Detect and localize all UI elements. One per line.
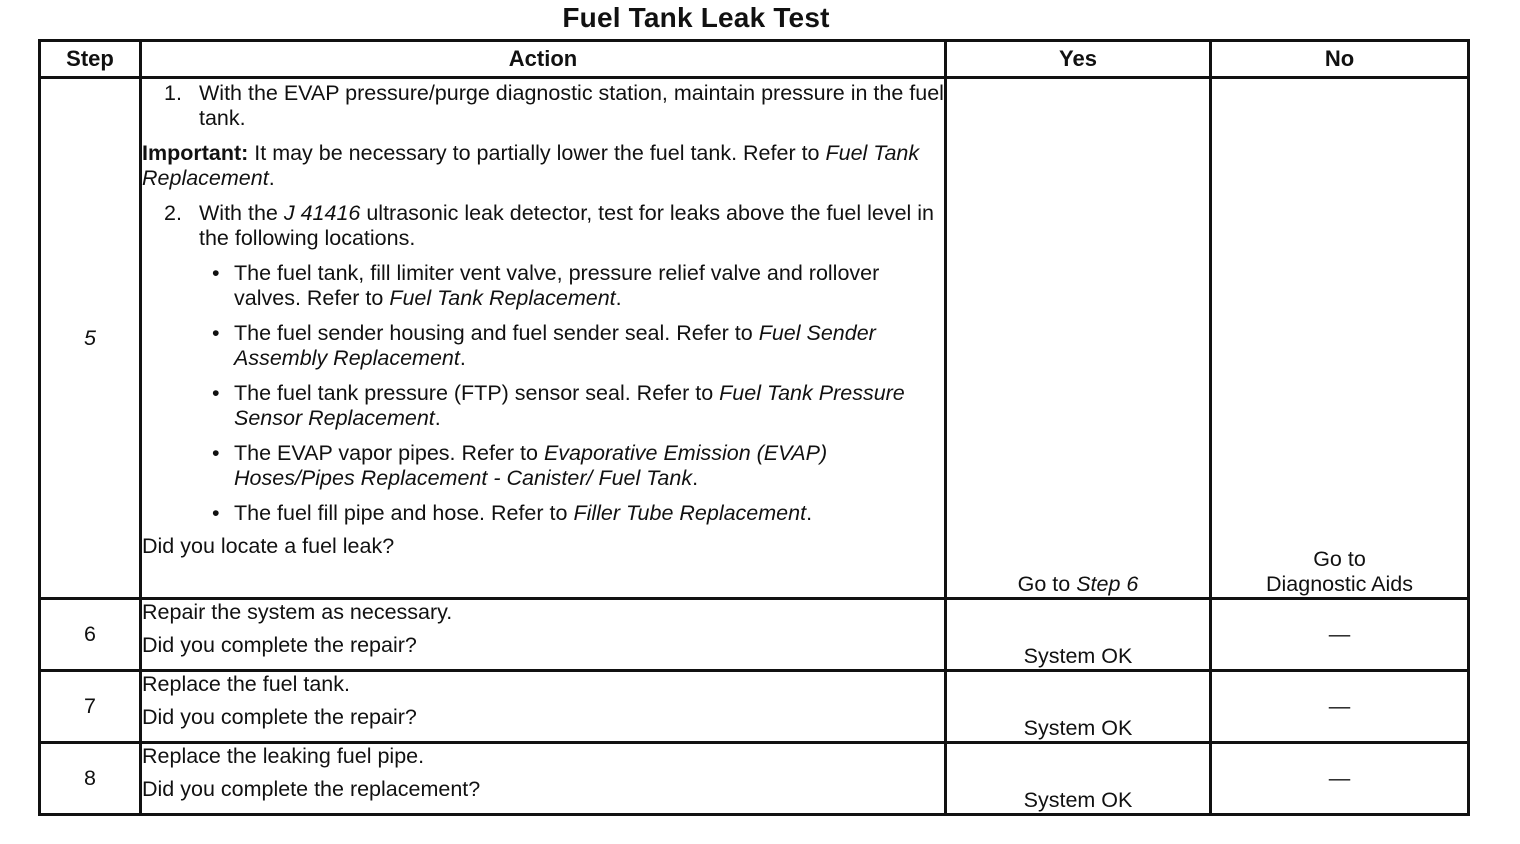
action-cell bbox=[141, 671, 946, 743]
list-item: • The EVAP vapor pipes. Refer to Evaporative Emission (EVAP) Hoses/Pipes Replacement - Canister/ Fuel Tank. bbox=[212, 441, 828, 490]
reference-link: Diagnostic Aids bbox=[1266, 572, 1413, 596]
header-no: No bbox=[1211, 41, 1469, 78]
item-number: 1. bbox=[164, 81, 182, 105]
table-row-step-7 bbox=[40, 671, 1469, 743]
list-item: • The fuel tank pressure (FTP) sensor seal. Refer to Fuel Tank Pressure Sensor Replacement. bbox=[212, 381, 905, 430]
item-text: With the J 41416 ultrasonic leak detector, test for leaks above the fuel level in the following locations. bbox=[199, 201, 935, 250]
important-text: It may be necessary to partially lower the fuel tank. Refer to bbox=[248, 141, 826, 165]
item-number: 2. bbox=[164, 201, 182, 225]
step-number: 5 bbox=[40, 78, 141, 599]
reference-link: Fuel Tank Pressure Sensor Replacement bbox=[234, 381, 905, 430]
yes-cell: Go to Step 6 bbox=[946, 78, 1211, 599]
diagnostic-table bbox=[38, 39, 1470, 816]
location-list bbox=[142, 261, 944, 526]
table-row-step-6 bbox=[40, 599, 1469, 671]
reference-link: Fuel Tank Replacement bbox=[142, 141, 920, 190]
action-text: Replace the leaking fuel pipe. bbox=[142, 744, 425, 768]
bullet-icon: • bbox=[212, 321, 220, 345]
no-cell: — bbox=[1211, 743, 1469, 815]
yes-cell: System OK bbox=[946, 599, 1211, 671]
question-text: Did you complete the repair? bbox=[142, 705, 417, 729]
yes-cell: System OK bbox=[946, 671, 1211, 743]
bullet-icon: • bbox=[212, 501, 220, 525]
header-step: Step bbox=[40, 41, 141, 78]
step-number: 7 bbox=[40, 671, 141, 743]
question-text: Did you locate a fuel leak? bbox=[142, 534, 395, 558]
reference-link: Evaporative Emission (EVAP) Hoses/Pipes Replacement - Canister/ Fuel Tank bbox=[234, 441, 828, 490]
action-cell bbox=[141, 78, 946, 599]
step-number: 8 bbox=[40, 743, 141, 815]
action-text: Repair the system as necessary. bbox=[142, 600, 453, 624]
question-text: Did you complete the replacement? bbox=[142, 777, 481, 801]
page-title: Fuel Tank Leak Test bbox=[562, 2, 830, 33]
list-item: • The fuel sender housing and fuel sender seal. Refer to Fuel Sender Assembly Replacement. bbox=[212, 321, 876, 370]
no-cell: — bbox=[1211, 599, 1469, 671]
table-row-step-5 bbox=[40, 78, 1469, 599]
yes-cell: System OK bbox=[946, 743, 1211, 815]
header-action: Action bbox=[141, 41, 946, 78]
item-text: With the EVAP pressure/purge diagnostic station, maintain pressure in the fuel tank. bbox=[199, 81, 944, 130]
list-item: • The fuel fill pipe and hose. Refer to Filler Tube Replacement. bbox=[212, 501, 813, 525]
step-number: 6 bbox=[40, 599, 141, 671]
list-item: • The fuel tank, fill limiter vent valve, pressure relief valve and rollover valves. Refer to Fuel Tank Replacement. bbox=[212, 261, 880, 310]
header-yes: Yes bbox=[946, 41, 1211, 78]
bullet-icon: • bbox=[212, 381, 220, 405]
action-cell bbox=[141, 743, 946, 815]
action-text: Replace the fuel tank. bbox=[142, 672, 350, 696]
table-header-row bbox=[40, 41, 1469, 78]
important-label: Important: bbox=[142, 141, 249, 165]
tool-number: J 41416 bbox=[283, 201, 361, 225]
table-row-step-8 bbox=[40, 743, 1469, 815]
numbered-item-1 bbox=[142, 81, 944, 131]
bullet-icon: • bbox=[212, 441, 220, 465]
numbered-item-2 bbox=[142, 201, 944, 251]
bullet-icon: • bbox=[212, 261, 220, 285]
no-cell: — bbox=[1211, 671, 1469, 743]
no-cell: Go to Diagnostic Aids bbox=[1211, 78, 1469, 599]
step-reference: Step 6 bbox=[1076, 572, 1139, 596]
reference-link: Filler Tube Replacement bbox=[573, 501, 807, 525]
reference-link: Fuel Tank Replacement bbox=[389, 286, 616, 310]
action-cell bbox=[141, 599, 946, 671]
reference-link: Fuel Sender Assembly Replacement bbox=[234, 321, 876, 370]
question-text: Did you complete the repair? bbox=[142, 633, 417, 657]
important-note: Important: It may be necessary to partially lower the fuel tank. Refer to Fuel Tank Replacement. bbox=[142, 141, 920, 190]
